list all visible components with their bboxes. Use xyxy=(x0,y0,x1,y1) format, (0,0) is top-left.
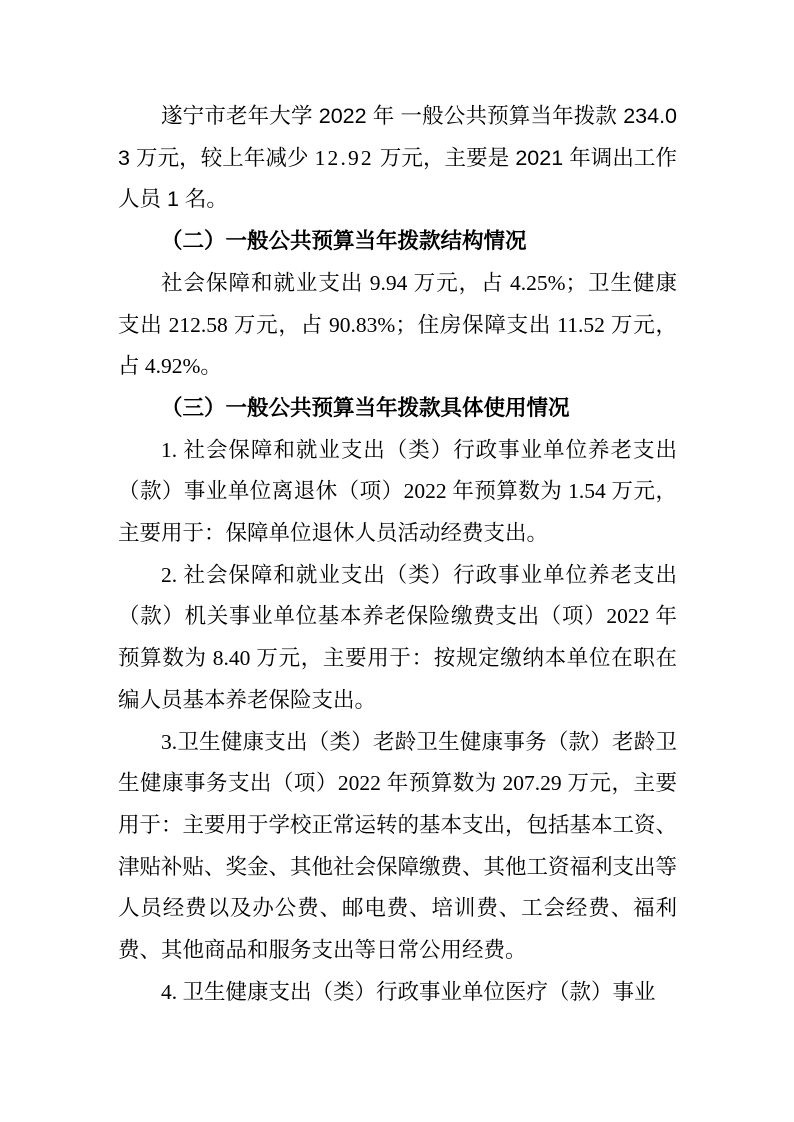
intro-text-before: 遂宁市老年大学 2022 年 一般公共预算当年拨款 234.03 万元，较上年减少 xyxy=(118,104,677,170)
usage-item-4: 4. 卫生健康支出（类）行政事业单位医疗（款）事业 xyxy=(161,979,656,1004)
decrease-amount-value: 12.92 xyxy=(314,145,374,170)
allocation-structure-paragraph: 社会保障和就业支出 9.94 万元，占 4.25%；卫生健康支出 212.58 万元，占 90.83%；住房保障支出 11.52 万元，占 4.92%。 xyxy=(118,270,677,379)
usage-item-1: 1. 社会保障和就业支出（类）行政事业单位养老支出（款）事业单位离退休（项）2022 年预算数为 1.54 万元，主要用于：保障单位退休人员活动经费支出。 xyxy=(118,437,677,546)
section-heading-2: （二）一般公共预算当年拨款结构情况 xyxy=(161,229,527,254)
usage-item-3: 3.卫生健康支出（类）老龄卫生健康事务（款）老龄卫生健康事务支出（项）2022 年预算数为 207.29 万元，主要用于：主要用于学校正常运转的基本支出，包括基本工资、津贴补贴、奖金、其他社会保障缴费、其他工资福利支出等人员经费以及办公费、邮电费、培训费、工会经费、福利费、其他商品和服务支出等日常公用经费。 xyxy=(118,729,678,963)
usage-item-2: 2. 社会保障和就业支出（类）行政事业单位养老支出（款）机关事业单位基本养老保险缴费支出（项）2022 年预算数为 8.40 万元，主要用于：按规定缴纳本单位在职在编人员基本养老保险支出。 xyxy=(118,562,677,712)
section-heading-3: （三）一般公共预算当年拨款具体使用情况 xyxy=(161,395,570,420)
intro-paragraph xyxy=(118,96,677,221)
intro-text-after: 万元，主要是 2021 年调出工作人员 1 名。 xyxy=(118,145,677,212)
